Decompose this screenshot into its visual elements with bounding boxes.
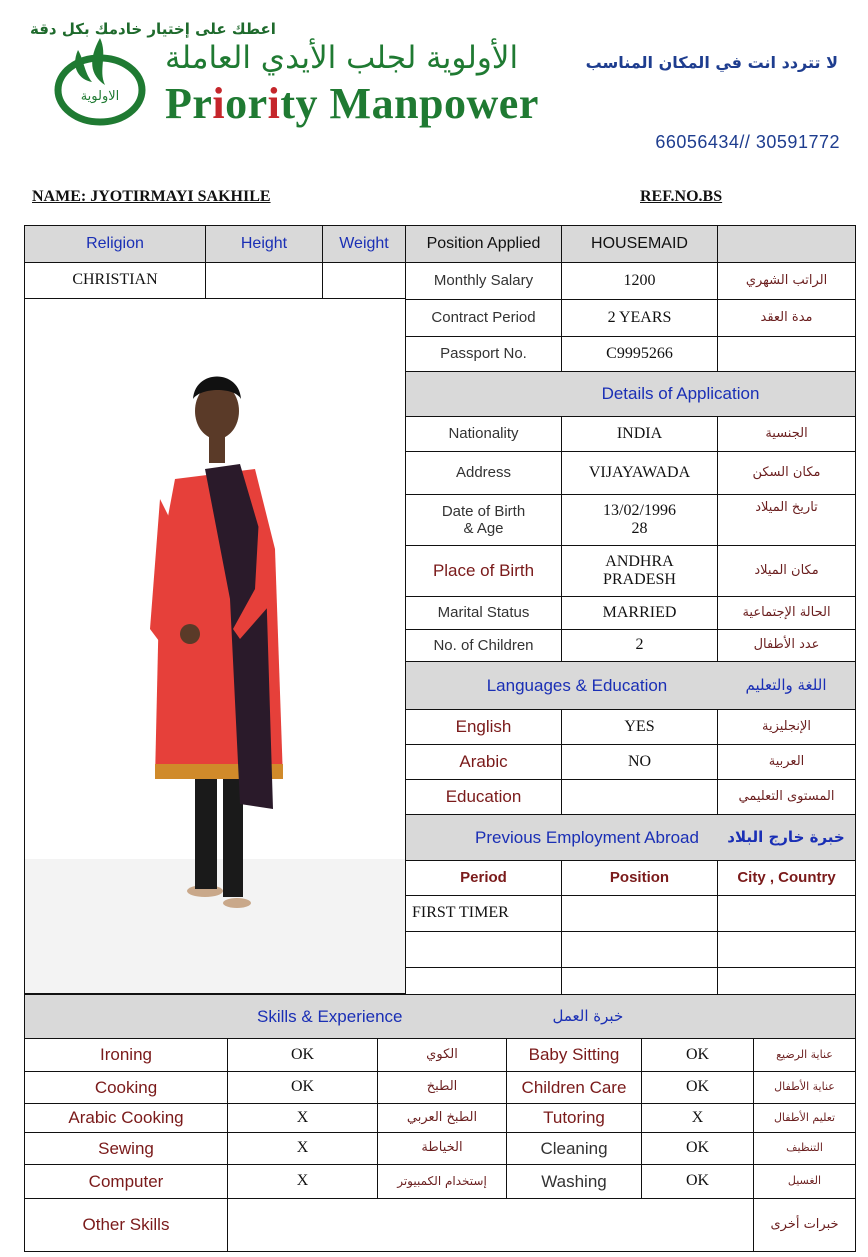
skill-value: X [641,1103,754,1133]
skill-value: X [227,1132,378,1165]
skill-label-arabic: الغسيل [753,1164,856,1199]
place-of-birth-label-arabic: مكان الميلاد [717,545,856,597]
header [0,0,868,190]
dob-label-arabic: تاريخ الميلاد [717,494,856,546]
skill-label: Cleaning [506,1132,642,1165]
skill-label-arabic: الكوي [377,1038,507,1072]
children-label-arabic: عدد الأطفال [717,629,856,662]
position-applied-label: Position Applied [405,225,562,263]
skill-value: OK [227,1071,378,1104]
skill-label-arabic: الطبخ [377,1071,507,1104]
employment-title: Previous Employment Abroad [405,814,718,861]
address-value: VIJAYAWADA [561,451,718,495]
skill-label-arabic: تعليم الأطفال [753,1103,856,1133]
logo-text: الاولوية [80,89,120,104]
company-name-arabic: الأولوية لجلب الأيدي العاملة [165,40,519,76]
salary-value: 1200 [561,262,718,300]
other-skills-label: Other Skills [24,1198,228,1252]
passport-label-arabic [717,336,856,372]
place-of-birth-value: ANDHRA PRADESH [561,545,718,597]
arabic-label-arabic: العربية [717,744,856,780]
weight-value [322,262,406,299]
nationality-label-arabic: الجنسية [717,416,856,452]
languages-title-arabic: اللغة والتعليم [717,661,856,710]
skill-value: OK [641,1038,754,1072]
skill-value: OK [641,1164,754,1199]
employment-row-country [717,931,856,968]
skill-label: Ironing [24,1038,228,1072]
religion-header: Religion [24,225,206,263]
employment-row-position [561,931,718,968]
place-of-birth-label: Place of Birth [405,545,562,597]
position-applied-value: HOUSEMAID [561,225,718,263]
employment-row-position [561,967,718,995]
employment-title-arabic: خبرة خارج البلاد [717,814,856,861]
company-name-english: Priority Manpower [165,79,539,128]
position-applied-blank [717,225,856,263]
employment-row-period [405,967,562,995]
skill-label: Washing [506,1164,642,1199]
phone-numbers: 66056434// 30591772 [655,132,840,152]
other-skills-label-arabic: خبرات أخرى [753,1198,856,1252]
tagline-left: اعطك على إختيار خادمك بكل دقة [30,20,276,38]
contract-label-arabic: مدة العقد [717,299,856,337]
english-label-arabic: الإنجليزية [717,709,856,745]
skill-label: Tutoring [506,1103,642,1133]
skill-label: Arabic Cooking [24,1103,228,1133]
skill-label-arabic: الخياطة [377,1132,507,1165]
arabic-label: Arabic [405,744,562,780]
weight-header: Weight [322,225,406,263]
candidate-name: NAME: JYOTIRMAYI SAKHILE [32,188,271,205]
children-label: No. of Children [405,629,562,662]
english-label: English [405,709,562,745]
other-skills-value [227,1198,754,1252]
skill-value: OK [641,1071,754,1104]
company-logo [50,30,150,130]
contract-label: Contract Period [405,299,562,337]
marital-label-arabic: الحالة الإجتماعية [717,596,856,630]
marital-value: MARRIED [561,596,718,630]
skill-label-arabic: التنظيف [753,1132,856,1165]
children-value: 2 [561,629,718,662]
nationality-label: Nationality [405,416,562,452]
nationality-value: INDIA [561,416,718,452]
height-value [205,262,323,299]
employment-row-country [717,895,856,932]
skill-value: X [227,1164,378,1199]
skill-value: OK [227,1038,378,1072]
marital-label: Marital Status [405,596,562,630]
skills-title-arabic: خبرة العمل [552,1006,624,1025]
skills-title [24,994,856,1039]
employment-row-country [717,967,856,995]
address-label-arabic: مكان السكن [717,451,856,495]
employment-row-period: FIRST TIMER [405,895,562,932]
candidate-photo [24,298,406,994]
employment-header-position: Position [561,860,718,896]
employment-row-period [405,931,562,968]
skill-label: Computer [24,1164,228,1199]
education-value [561,779,718,815]
education-label-arabic: المستوى التعليمي [717,779,856,815]
employment-row-position [561,895,718,932]
reference-number: REF.NO.BS [640,188,723,205]
tagline-right: لا تتردد انت في المكان المناسب [585,53,838,72]
arabic-value: NO [561,744,718,780]
passport-value: C9995266 [561,336,718,372]
salary-label: Monthly Salary [405,262,562,300]
skill-label: Baby Sitting [506,1038,642,1072]
dob-label: Date of Birth & Age [405,494,562,546]
details-title: Details of Application [405,371,856,417]
salary-label-arabic: الراتب الشهري [717,262,856,300]
skill-label-arabic: عناية الأطفال [753,1071,856,1104]
height-header: Height [205,225,323,263]
skill-label: Sewing [24,1132,228,1165]
skill-label-arabic: عناية الرضيع [753,1038,856,1072]
skill-label: Children Care [506,1071,642,1104]
dob-value: 13/02/1996 28 [561,494,718,546]
english-value: YES [561,709,718,745]
skill-label-arabic: الطبخ العربي [377,1103,507,1133]
languages-title: Languages & Education [405,661,718,710]
skills-title-english: Skills & Experience [257,1006,403,1026]
skill-value: X [227,1103,378,1133]
employment-header-country: City , Country [717,860,856,896]
passport-label: Passport No. [405,336,562,372]
address-label: Address [405,451,562,495]
skill-value: OK [641,1132,754,1165]
contract-value: 2 YEARS [561,299,718,337]
religion-value: CHRISTIAN [24,262,206,299]
skill-label: Cooking [24,1071,228,1104]
education-label: Education [405,779,562,815]
skill-label-arabic: إستخدام الكمبيوتر [377,1164,507,1199]
employment-header-period: Period [405,860,562,896]
